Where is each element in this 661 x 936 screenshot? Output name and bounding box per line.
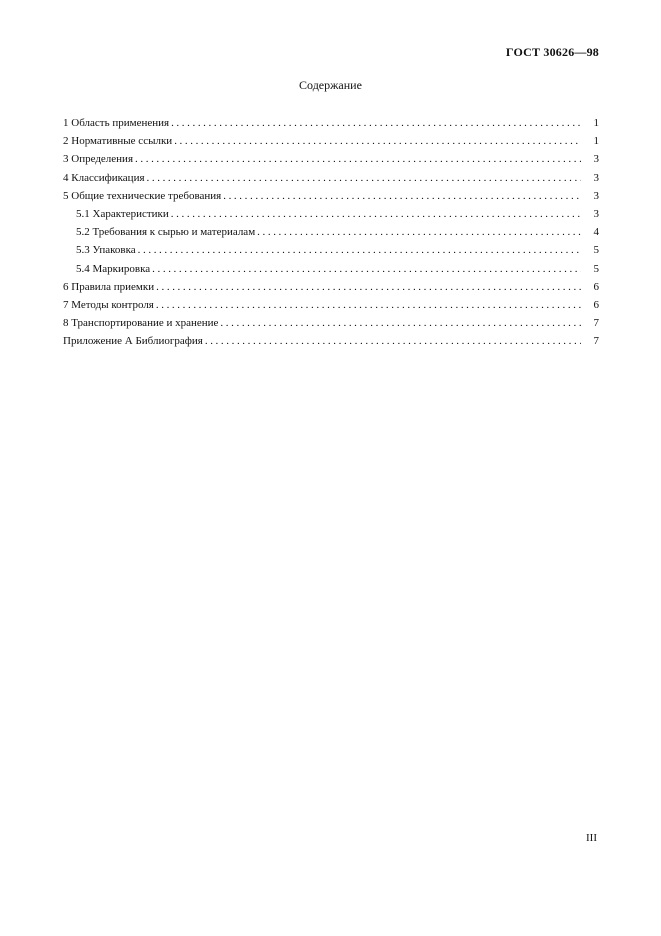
toc-entry-label: 5.3 Упаковка [76, 244, 136, 257]
toc-leader-dots [156, 278, 581, 296]
toc-leader-dots [156, 296, 581, 314]
toc-entry[interactable] [63, 150, 599, 168]
toc-entry[interactable] [63, 332, 599, 350]
table-of-contents [63, 114, 599, 350]
toc-entry-label: 5.4 Маркировка [76, 262, 151, 275]
toc-entry-label: 5.2 Требования к сырью и материалам [76, 226, 256, 239]
toc-subentry[interactable] [63, 205, 599, 223]
toc-leader-dots [171, 114, 581, 132]
toc-entry-page: 6 [593, 280, 599, 293]
toc-entry-page: 5 [593, 262, 599, 275]
toc-leader-dots [223, 187, 581, 205]
toc-entry-label: 6 Правила приемки [63, 280, 155, 293]
toc-entry-label: 5.1 Характеристики [76, 207, 169, 220]
toc-subentry[interactable] [63, 260, 599, 278]
toc-entry-page: 3 [593, 207, 599, 220]
toc-leader-dots [257, 223, 581, 241]
toc-entry-page: 1 [593, 135, 599, 148]
toc-entry-label: 1 Область применения [63, 117, 170, 129]
toc-entry-label: 7 Методы контроля [63, 298, 154, 311]
document-code: ГОСТ 30626—98 [505, 45, 599, 59]
toc-entry-page: 4 [593, 226, 599, 239]
toc-subentry[interactable] [63, 241, 599, 259]
toc-leader-dots [205, 332, 581, 350]
toc-entry[interactable] [63, 296, 599, 314]
toc-entry-page: 6 [593, 298, 599, 311]
toc-entry-label: 3 Определения [63, 153, 134, 166]
toc-entry-page: 5 [593, 244, 599, 257]
toc-entry-label: 2 Нормативные ссылки [63, 135, 173, 148]
toc-leader-dots [152, 260, 581, 278]
toc-leader-dots [135, 150, 581, 168]
toc-entry[interactable] [63, 169, 599, 187]
toc-leader-dots [220, 314, 581, 332]
toc-entry-page: 3 [593, 171, 599, 184]
toc-title: Содержание [299, 78, 362, 92]
toc-leader-dots [138, 241, 581, 259]
toc-leader-dots [174, 132, 581, 150]
toc-entry[interactable] [63, 187, 599, 205]
toc-entry-label: 8 Транспортирование и хранение [63, 317, 219, 330]
toc-leader-dots [147, 169, 581, 187]
toc-subentry[interactable] [63, 223, 599, 241]
toc-entry-label: 4 Классификация [63, 171, 145, 184]
page-number: III [586, 832, 597, 844]
toc-entry-page: 3 [593, 153, 599, 166]
toc-leader-dots [171, 205, 581, 223]
toc-entry[interactable] [63, 114, 599, 132]
toc-entry-label: Приложение А Библиография [63, 335, 203, 348]
toc-entry-page: 7 [593, 317, 599, 330]
toc-entry[interactable] [63, 278, 599, 296]
toc-entry-label: 5 Общие технические требования [63, 189, 222, 202]
toc-entry[interactable] [63, 132, 599, 150]
toc-entry-page: 7 [593, 335, 599, 348]
toc-entry-page: 3 [593, 189, 599, 202]
toc-entry-page: 1 [593, 117, 599, 129]
toc-entry[interactable] [63, 314, 599, 332]
